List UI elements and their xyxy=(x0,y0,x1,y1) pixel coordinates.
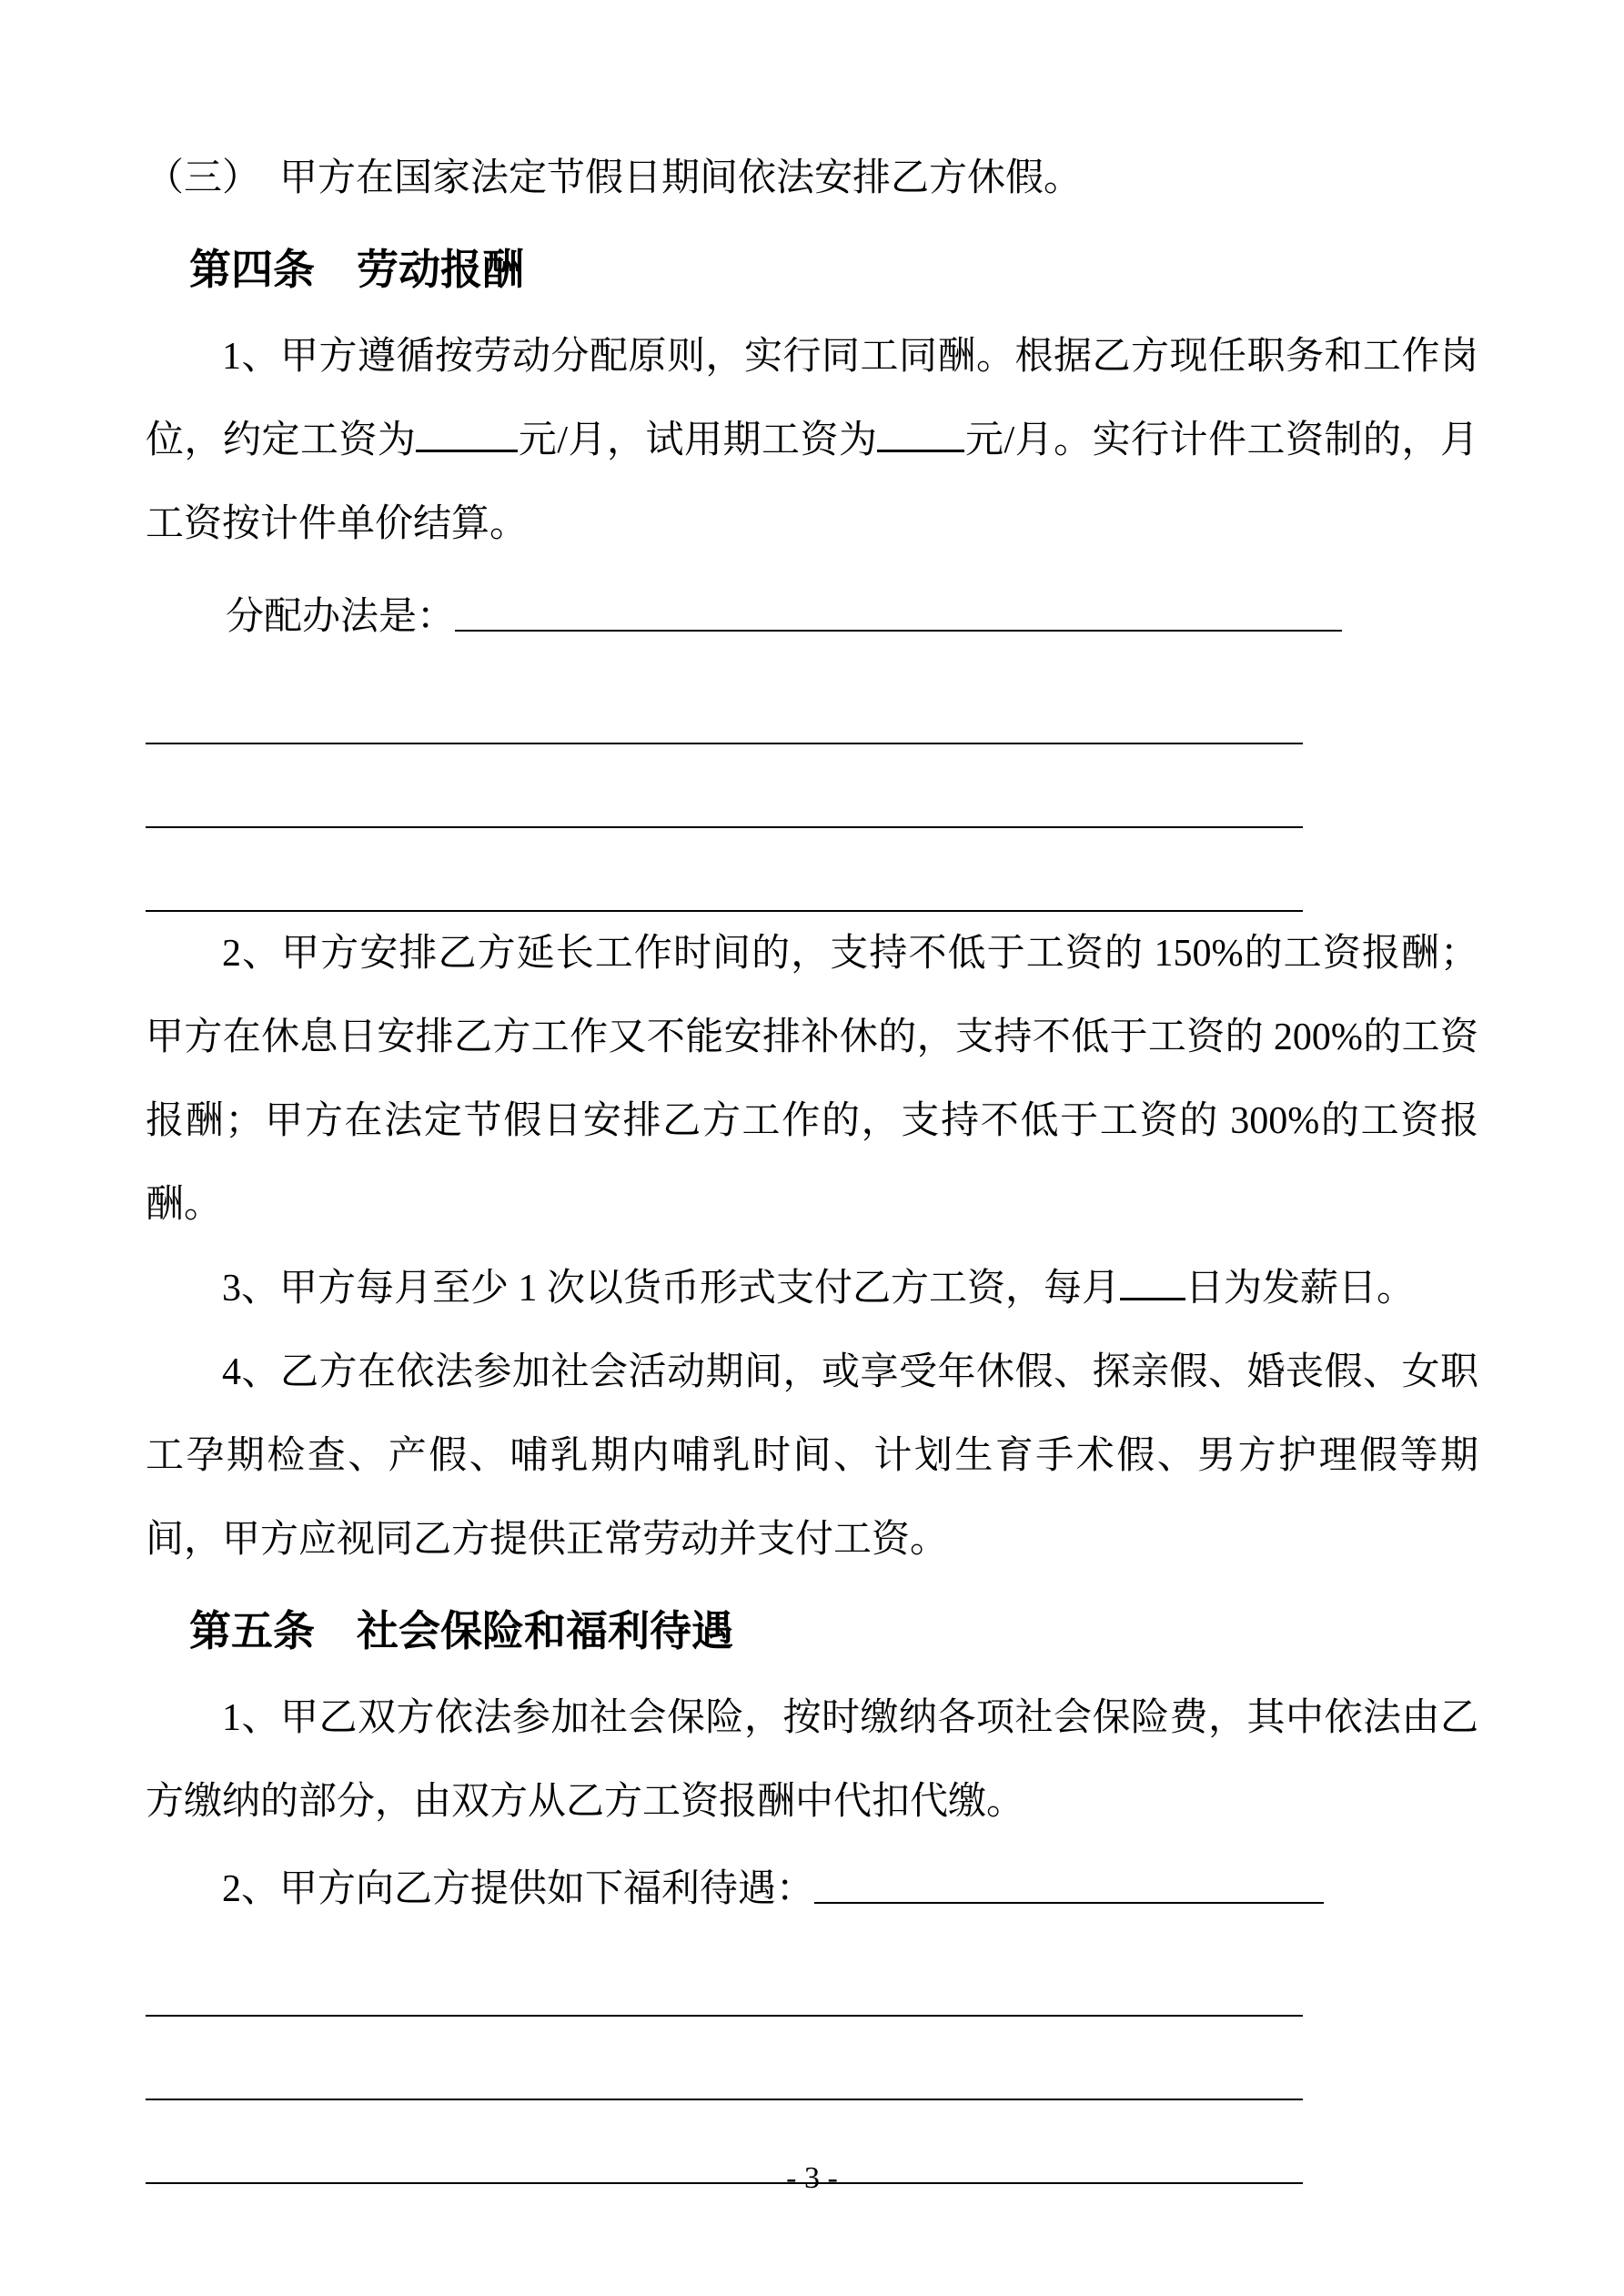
article5-para1: 1、甲乙双方依法参加社会保险，按时缴纳各项社会保险费，其中依法由乙方缴纳的部分，由双方从乙方工资报酬中代扣代缴。 xyxy=(146,1697,1478,1823)
distribution-method-row xyxy=(146,575,1478,659)
article5-heading: 第五条 社会保险和福利待遇 xyxy=(189,1607,733,1654)
blank-line xyxy=(146,828,1303,912)
payday-blank-field xyxy=(1120,1298,1185,1300)
article4-para4: 4、乙方在依法参加社会活动期间，或享受年休假、探亲假、婚丧假、女职工孕期检查、产假、哺乳期内哺乳时间、计划生育手术假、男方护理假等期间，甲方应视同乙方提供正常劳动并支付工资。 xyxy=(146,1351,1478,1561)
article4-para1-seg2: 元/月，试用期工资为 xyxy=(518,420,878,461)
blank-line xyxy=(146,2017,1303,2100)
clause-item-three: （三） 甲方在国家法定节假日期间依法安排乙方休假。 xyxy=(146,157,1083,199)
distribution-method-blank-field xyxy=(455,575,1342,632)
article4-para2: 2、甲方安排乙方延长工作时间的，支持不低于工资的 150%的工资报酬；甲方在休息日安排乙方工作又不能安排补休的，支持不低于工资的 200%的工资报酬；甲方在法定节假日安排乙方工作的，支持不低于工资的 300%的工资报酬。 xyxy=(146,933,1478,1226)
distribution-method-label: 分配办法是： xyxy=(226,596,456,638)
article4-heading: 第四条 劳动报酬 xyxy=(189,246,524,293)
blank-line xyxy=(146,744,1303,828)
article4-para1-seg3: 元/月。实行计件工资制的，月工资按计件单价结算。 xyxy=(146,420,1478,545)
blank-line xyxy=(146,661,1303,744)
welfare-row xyxy=(146,1847,1478,1931)
blank-line xyxy=(146,1933,1303,2017)
monthly-salary-blank-field xyxy=(416,450,518,452)
page-number: - 3 - xyxy=(786,2161,838,2195)
welfare-blank-field xyxy=(814,1847,1324,1904)
welfare-label: 2、甲方向乙方提供如下福利待遇： xyxy=(222,1868,815,1910)
distribution-blank-lines xyxy=(146,661,1478,912)
article4-para1-seg1: 1、甲方遵循按劳动分配原则，实行同工同酬。根据乙方现任职务和工作岗位，约定工资为 xyxy=(146,336,1478,461)
article4-para3-seg1: 3、甲方每月至少 1 次以货币形式支付乙方工资，每月 xyxy=(222,1268,1121,1310)
article4-para1 xyxy=(146,315,1478,566)
article4-para3-seg2: 日为发薪日。 xyxy=(1185,1268,1416,1310)
article4-para3 xyxy=(146,1247,1478,1330)
probation-salary-blank-field xyxy=(877,450,964,452)
welfare-blank-lines xyxy=(146,1933,1478,2184)
